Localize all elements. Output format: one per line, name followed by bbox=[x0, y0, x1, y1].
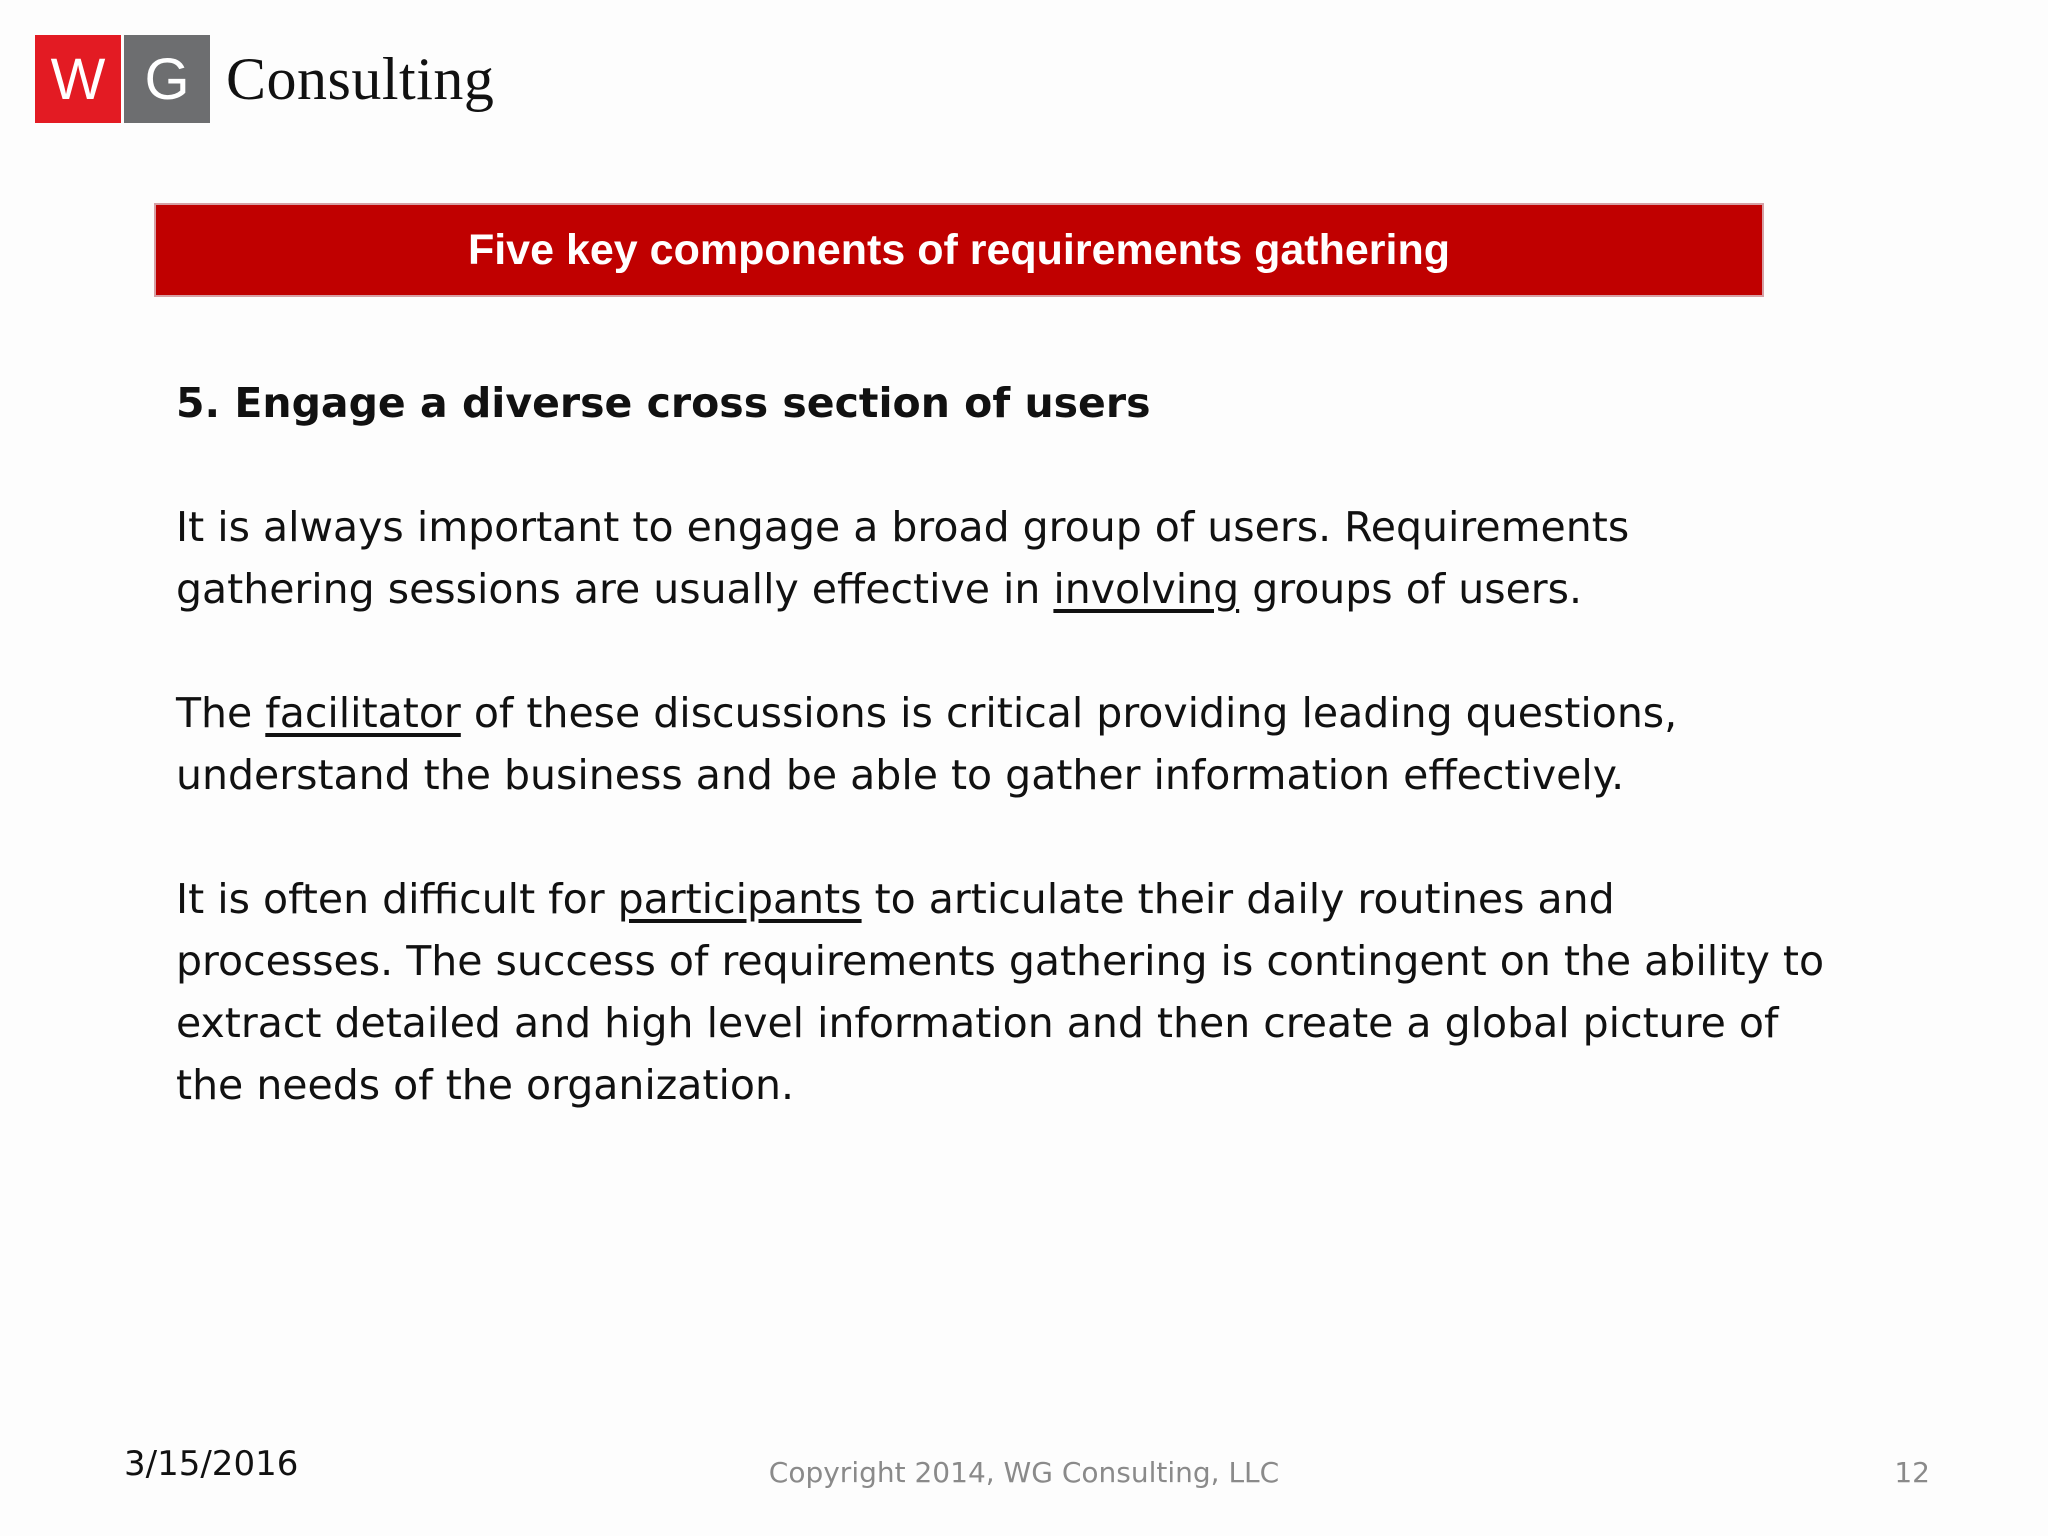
slide-title-bar bbox=[154, 203, 1764, 297]
section-heading: 5. Engage a diverse cross section of users bbox=[176, 379, 1151, 427]
paragraph-2 bbox=[176, 682, 1836, 806]
underlined-term-involving: involving bbox=[1053, 565, 1240, 613]
paragraph-3 bbox=[176, 868, 1836, 1116]
paragraph-3-text-b: to articulate their daily routines and processes. The success of requirements gathering is contingent on the ability to extract detailed and high level information and then create a global picture of the needs of the organization. bbox=[176, 875, 1825, 1109]
paragraph-1-text-a: It is always important to engage a broad group of users. Requirements gathering sessions are usually effective in bbox=[176, 503, 1630, 613]
footer-copyright: Copyright 2014, WG Consulting, LLC bbox=[768, 1456, 1280, 1489]
paragraph-1-text-b: groups of users. bbox=[1239, 565, 1583, 613]
logo-w-block: W bbox=[35, 35, 121, 123]
underlined-term-participants: participants bbox=[617, 875, 862, 923]
paragraph-2-text-b: of these discussions is critical providing leading questions, understand the business and be able to gather information effectively. bbox=[176, 689, 1678, 799]
slide-title: Five key components of requirements gathering bbox=[467, 225, 1451, 274]
logo-g-block: G bbox=[124, 35, 210, 123]
logo-text: Consulting bbox=[226, 45, 495, 112]
page-number: 12 bbox=[1894, 1456, 1930, 1489]
paragraph-3-text-a: It is often difficult for bbox=[176, 875, 618, 923]
footer-date: 3/15/2016 bbox=[124, 1444, 299, 1484]
slide-body bbox=[176, 372, 1836, 1116]
paragraph-1 bbox=[176, 496, 1836, 620]
paragraph-2-text-a: The bbox=[176, 689, 266, 737]
company-logo bbox=[35, 35, 494, 123]
underlined-term-facilitator: facilitator bbox=[265, 689, 461, 737]
